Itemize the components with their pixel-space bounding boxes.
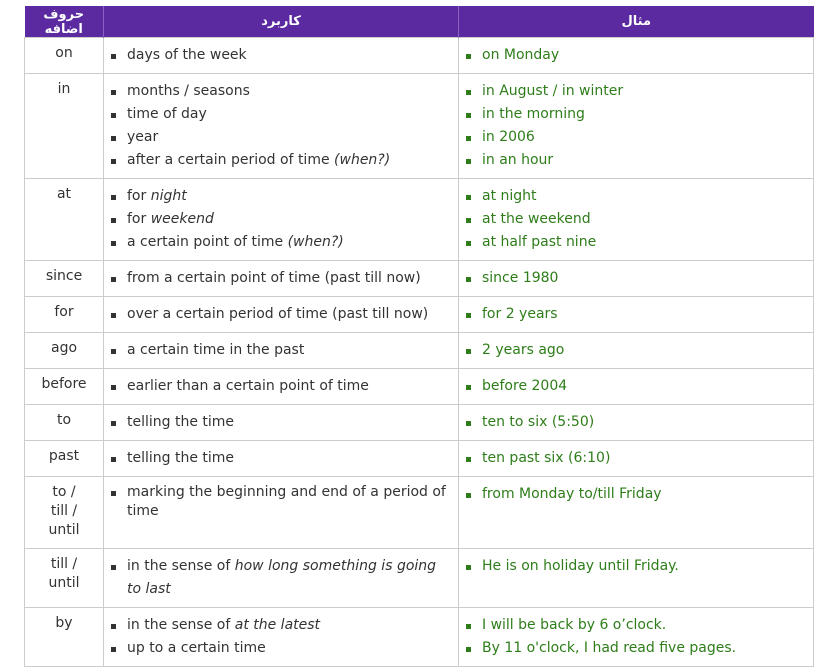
list-item: [104, 339, 450, 362]
usage-text: a certain time in the past: [127, 342, 305, 358]
list-item: [459, 303, 805, 326]
preposition-cell: [25, 477, 104, 549]
example-text: at the weekend: [482, 211, 591, 227]
table-row: [25, 369, 814, 405]
example-text: in 2006: [482, 129, 535, 145]
preposition-cell: [25, 333, 104, 369]
usage-cell: [104, 549, 459, 608]
preposition-text: until: [48, 522, 80, 538]
list-item: [104, 637, 450, 660]
usage-text: for: [127, 188, 151, 204]
list-item: [459, 447, 805, 470]
example-text: ten past six (6:10): [482, 450, 611, 466]
prepositions-table-wrapper: [24, 6, 813, 667]
list-item: [104, 555, 450, 601]
preposition-text: on: [55, 45, 73, 61]
usage-cell: [104, 477, 459, 549]
list-item: [459, 231, 805, 254]
usage-cell: [104, 261, 459, 297]
example-cell: [459, 441, 814, 477]
example-text: in the morning: [482, 106, 585, 122]
preposition-text: before: [41, 376, 87, 392]
prepositions-table: [24, 6, 814, 667]
usage-text: time of day: [127, 106, 207, 122]
usage-text-italic: how long something is going to last: [127, 558, 437, 597]
usage-text: over a certain period of time (past till now): [127, 306, 429, 322]
usage-cell: [104, 333, 459, 369]
usage-cell: [104, 179, 459, 261]
list-item: [459, 375, 805, 398]
example-text: I will be back by 6 o’clock.: [482, 617, 667, 633]
preposition-cell: [25, 441, 104, 477]
preposition-cell: [25, 405, 104, 441]
usage-text: marking the beginning and end of a period of time: [127, 484, 446, 519]
example-cell: [459, 74, 814, 179]
preposition-text: to: [56, 412, 72, 428]
usage-text: in the sense of: [127, 558, 235, 574]
table-row: [25, 477, 814, 549]
usage-text-italic: weekend: [150, 211, 214, 227]
preposition-text: since: [45, 268, 83, 284]
example-text: for 2 years: [482, 306, 558, 322]
usage-text-italic: (when?): [334, 152, 391, 168]
list-item: [104, 149, 450, 172]
usage-text: up to a certain time: [127, 640, 266, 656]
preposition-cell: [25, 369, 104, 405]
preposition-cell: [25, 297, 104, 333]
usage-text: earlier than a certain point of time: [127, 378, 369, 394]
usage-text: telling the time: [127, 450, 235, 466]
list-item: [104, 614, 450, 637]
table-row: [25, 38, 814, 74]
usage-text-italic: at the latest: [234, 617, 321, 633]
list-item: [459, 185, 805, 208]
list-item: [104, 208, 450, 231]
table-row: [25, 179, 814, 261]
header-row: [25, 6, 814, 38]
preposition-text: in: [57, 81, 71, 97]
example-cell: [459, 261, 814, 297]
list-item: [459, 411, 805, 434]
example-cell: [459, 333, 814, 369]
list-item: [104, 483, 450, 521]
usage-cell: [104, 74, 459, 179]
table-row: [25, 333, 814, 369]
example-cell: [459, 405, 814, 441]
table-row: [25, 74, 814, 179]
preposition-cell: [25, 608, 104, 667]
list-item: [459, 614, 805, 637]
preposition-cell: [25, 74, 104, 179]
example-cell: [459, 608, 814, 667]
list-item: [104, 185, 450, 208]
usage-text: after a certain period of time: [127, 152, 335, 168]
preposition-cell: [25, 261, 104, 297]
usage-text: months / seasons: [127, 83, 250, 99]
example-text: 2 years ago: [482, 342, 565, 358]
list-item: [459, 555, 805, 578]
list-item: [104, 44, 450, 67]
list-item: [459, 267, 805, 290]
example-text: since 1980: [482, 270, 559, 286]
usage-cell: [104, 369, 459, 405]
usage-text: in the sense of: [127, 617, 235, 633]
preposition-text: past: [48, 448, 80, 464]
list-item: [459, 483, 805, 506]
example-text: in August / in winter: [482, 83, 624, 99]
header-preposition: حروف اضافه: [25, 6, 104, 38]
table-row: [25, 297, 814, 333]
preposition-text: ago: [50, 340, 78, 356]
example-cell: [459, 369, 814, 405]
list-item: [104, 447, 450, 470]
example-cell: [459, 549, 814, 608]
list-item: [104, 303, 450, 326]
header-example: مثال: [459, 6, 814, 38]
table-row: [25, 608, 814, 667]
table-row: [25, 549, 814, 608]
usage-text: from a certain point of time (past till now): [127, 270, 421, 286]
list-item: [459, 44, 805, 67]
usage-cell: [104, 38, 459, 74]
preposition-cell: [25, 179, 104, 261]
example-cell: [459, 297, 814, 333]
table-row: [25, 441, 814, 477]
list-item: [459, 126, 805, 149]
example-text: He is on holiday until Friday.: [482, 558, 679, 574]
header-usage: کاربرد: [104, 6, 459, 38]
usage-text: for: [127, 211, 151, 227]
table-row: [25, 261, 814, 297]
example-text: By 11 o'clock, I had read five pages.: [482, 640, 737, 656]
preposition-text: until: [48, 575, 80, 591]
example-text: in an hour: [482, 152, 554, 168]
list-item: [459, 208, 805, 231]
example-cell: [459, 477, 814, 549]
preposition-cell: [25, 38, 104, 74]
usage-cell: [104, 441, 459, 477]
usage-text: telling the time: [127, 414, 235, 430]
usage-text: days of the week: [127, 47, 247, 63]
example-text: ten to six (5:50): [482, 414, 595, 430]
example-text: from Monday to/till Friday: [482, 486, 662, 502]
usage-cell: [104, 608, 459, 667]
example-cell: [459, 38, 814, 74]
list-item: [459, 80, 805, 103]
example-text: at half past nine: [482, 234, 597, 250]
preposition-text: by: [55, 615, 73, 631]
list-item: [459, 103, 805, 126]
usage-cell: [104, 405, 459, 441]
list-item: [459, 637, 805, 660]
list-item: [104, 126, 450, 149]
usage-text-italic: (when?): [287, 234, 344, 250]
usage-cell: [104, 297, 459, 333]
list-item: [459, 339, 805, 362]
usage-text: year: [127, 129, 159, 145]
list-item: [104, 231, 450, 254]
table-row: [25, 405, 814, 441]
preposition-text: at: [56, 186, 72, 202]
list-item: [104, 411, 450, 434]
example-text: on Monday: [482, 47, 560, 63]
usage-text-italic: night: [150, 188, 187, 204]
usage-text: a certain point of time: [127, 234, 288, 250]
example-text: at night: [482, 188, 537, 204]
preposition-text: till /: [50, 556, 78, 572]
list-item: [104, 103, 450, 126]
example-cell: [459, 179, 814, 261]
preposition-cell: [25, 549, 104, 608]
preposition-text: for: [54, 304, 74, 320]
example-text: before 2004: [482, 378, 568, 394]
list-item: [459, 149, 805, 172]
preposition-text: to /: [52, 484, 76, 500]
list-item: [104, 375, 450, 398]
list-item: [104, 80, 450, 103]
preposition-text: till /: [50, 503, 78, 519]
list-item: [104, 267, 450, 290]
